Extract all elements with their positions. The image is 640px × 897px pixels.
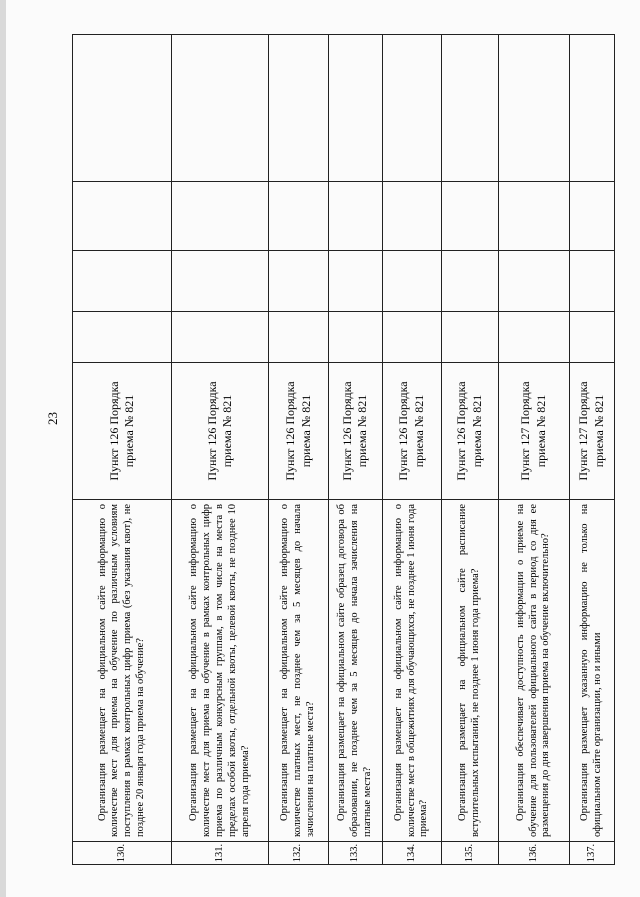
answer-cell-na (328, 182, 382, 251)
answer-cell-yes (328, 312, 382, 363)
answer-cell-no (442, 251, 499, 312)
row-number: 137. (569, 842, 614, 865)
answer-cell-na (569, 182, 614, 251)
table-row (498, 35, 569, 865)
row-number: 131. (172, 842, 269, 865)
requirement-text: Организация обеспечивает доступность информации о приеме на обучение для пользователей официального сайта в период со дня ее размещения до дня завершения приема на обучение включительно? (498, 500, 569, 842)
row-number: 130. (73, 842, 172, 865)
table-row (569, 35, 614, 865)
table-row (442, 35, 499, 865)
answer-cell-yes (172, 312, 269, 363)
requirement-text: Организация размещает на официальном сайте образец договора об образовании, не позднее чем за 5 месяцев до начала зачисления на платные места? (328, 500, 382, 842)
legal-reference: Пункт 126 Порядка приема № 821 (73, 363, 172, 500)
answer-cell-no (328, 251, 382, 312)
requirement-text: Организация размещает указанную информацию не только на официальном сайте организации, но и иными (569, 500, 614, 842)
answer-cell-na (442, 182, 499, 251)
requirement-text: Организация размещает на официальном сайте расписание вступительных испытаний, не позднее 1 июня года приема? (442, 500, 499, 842)
answer-cell-yes (73, 312, 172, 363)
answer-cell-yes (442, 312, 499, 363)
answer-cell-na (73, 182, 172, 251)
answer-cell-yes (569, 312, 614, 363)
table-row (73, 35, 172, 865)
checklist-table (72, 34, 615, 865)
answer-cell-na (498, 182, 569, 251)
answer-cell-no (73, 251, 172, 312)
answer-cell-no (498, 251, 569, 312)
row-number: 134. (383, 842, 442, 865)
table-row (328, 35, 382, 865)
scan-edge (0, 0, 6, 897)
answer-cell-no (569, 251, 614, 312)
legal-reference: Пункт 126 Порядка приема № 821 (328, 363, 382, 500)
legal-reference: Пункт 127 Порядка приема № 821 (498, 363, 569, 500)
note-cell (569, 35, 614, 182)
note-cell (442, 35, 499, 182)
row-number: 132. (269, 842, 328, 865)
requirement-text: Организация размещает на официальном сайте информацию о количестве мест в общежитиях для обучающихся, не позднее 1 июня года приема? (383, 500, 442, 842)
legal-reference: Пункт 126 Порядка приема № 821 (383, 363, 442, 500)
answer-cell-yes (269, 312, 328, 363)
answer-cell-yes (383, 312, 442, 363)
legal-reference: Пункт 126 Порядка приема № 821 (269, 363, 328, 500)
row-number: 136. (498, 842, 569, 865)
requirement-text: Организация размещает на официальном сайте информацию о количестве платных мест, не позднее чем за 5 месяцев до начала зачисления на платные места? (269, 500, 328, 842)
legal-reference: Пункт 126 Порядка приема № 821 (442, 363, 499, 500)
answer-cell-no (383, 251, 442, 312)
answer-cell-na (172, 182, 269, 251)
note-cell (172, 35, 269, 182)
note-cell (328, 35, 382, 182)
table-row (269, 35, 328, 865)
answer-cell-no (269, 251, 328, 312)
rotated-table-container (72, 90, 615, 865)
note-cell (498, 35, 569, 182)
row-number: 135. (442, 842, 499, 865)
table-row (172, 35, 269, 865)
note-cell (73, 35, 172, 182)
table-row (383, 35, 442, 865)
requirement-text: Организация размещает на официальном сайте информацию о количестве мест для приема на обучение в рамках контрольных цифр приема по различным конкурсным группам, в том числе на места в пределах особой квоты, отдельной квоты, целевой квоты, не позднее 10 апреля года приема? (172, 500, 269, 842)
requirement-text: Организация размещает на официальном сайте информацию о количестве мест для приема на обучение по различным условиям поступления в рамках контрольных цифр приема (без указания квот), не позднее 20 января года приема на обучение? (73, 500, 172, 842)
legal-reference: Пункт 127 Порядка приема № 821 (569, 363, 614, 500)
note-cell (269, 35, 328, 182)
legal-reference: Пункт 126 Порядка приема № 821 (172, 363, 269, 500)
answer-cell-yes (498, 312, 569, 363)
note-cell (383, 35, 442, 182)
answer-cell-na (383, 182, 442, 251)
page-number: 23 (45, 412, 60, 425)
row-number: 133. (328, 842, 382, 865)
answer-cell-no (172, 251, 269, 312)
answer-cell-na (269, 182, 328, 251)
